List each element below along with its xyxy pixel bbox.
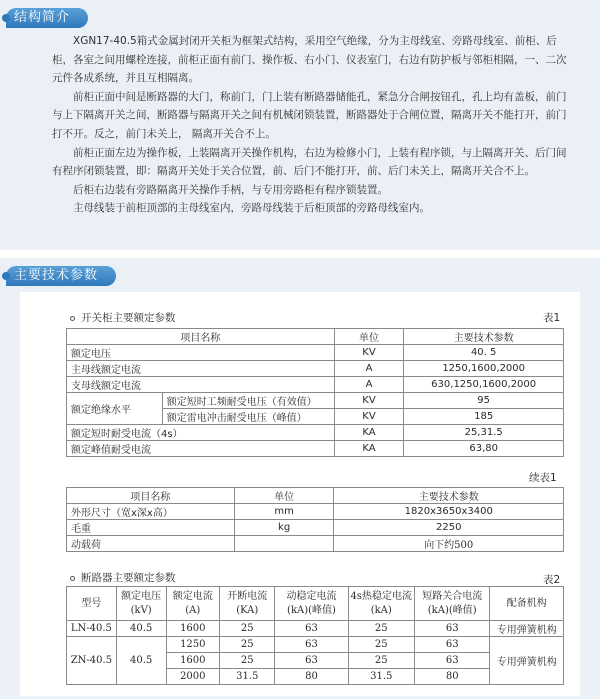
structure-section: [0, 0, 600, 250]
header-cell: 配备机构: [490, 587, 564, 621]
table-row: 额定电压 KV 40. 5: [67, 345, 564, 361]
tech-params-title: 主要技术参数: [6, 266, 116, 286]
intro-paragraph: 前柜正面中间是断路器的大门，称前门，门上装有断路器储能孔，紧急分合闸按钮孔，孔上均有盖板，前门与上下隔离开关之间，断路器与隔离开关之间有机械闭锁装置，断路器处于合闸位置，隔离开关不能打开，前门打不开。反之，前门未关上， 隔离开关合不上。: [52, 90, 567, 140]
intro-paragraph: 前柜正面左边为操作板，上装隔离开关操作机构，右边为检修小门，上装有程序锁，与上隔离开关、后门间有程序闭锁装置，即：隔离开关处于关合位置，前、后门不能打开，前、后门未关上，隔离开关合不上。: [52, 146, 567, 178]
header-cell: 开断电流 (KA): [220, 587, 275, 621]
table1b-label: 续表1: [529, 472, 557, 484]
table-row: ZN-40.5 40.5 1250 25 63 25 63 专用弹簧机构: [67, 637, 564, 653]
bullet-icon: [70, 316, 75, 321]
table-header-row: [67, 329, 564, 345]
table-row: 额定绝缘水平 额定短时工频耐受电压（有效值） KV 95: [67, 393, 564, 409]
table-row: 主母线额定电流 A 1250,1600,2000: [67, 361, 564, 377]
header-cell: 4s热稳定电流 (kA): [348, 587, 415, 621]
params-card: [20, 292, 580, 696]
header-cell: 额定电流 (A): [166, 587, 220, 621]
table2: [66, 586, 564, 685]
header-cell: 主要技术参数: [334, 488, 564, 504]
header-cell: 单位: [334, 329, 404, 345]
table1-label: 表1: [543, 312, 561, 324]
table-row: 额定雷电冲击耐受电压（峰值） KV 185: [67, 409, 564, 425]
table1: [66, 328, 564, 457]
table1-caption: 开关柜主要额定参数: [70, 310, 176, 325]
table-row: 2000 31.5 80 31.5 80: [67, 669, 564, 685]
header-cell: 额定电压 (kV): [116, 587, 166, 621]
header-cell: 短路关合电流 (kA)(峰值): [415, 587, 490, 621]
table-row: 额定短时耐受电流（4s） KA 25,31.5: [67, 425, 564, 441]
structure-title: 结构简介: [6, 8, 88, 28]
table-header-row: [67, 587, 564, 621]
table-row: 额定峰值耐受电流 KA 63,80: [67, 441, 564, 457]
table1b: [66, 487, 564, 552]
table-row: 毛重 kg 2250: [67, 520, 564, 536]
table2-caption: 断路器主要额定参数: [70, 570, 176, 585]
table-row: 动载荷 向下约500: [67, 536, 564, 552]
header-cell: 项目名称: [67, 488, 235, 504]
title-dot-icon: [2, 272, 10, 280]
table-row: 外形尺寸（宽x深x高） mm 1820x3650x3400: [67, 504, 564, 520]
structure-intro: [52, 32, 572, 218]
title-dot-icon: [2, 14, 10, 22]
intro-paragraph: 后柜右边装有旁路隔离开关操作手柄，与专用旁路柜有程序锁装置。: [73, 183, 388, 196]
bullet-icon: [70, 576, 75, 581]
table-header-row: [67, 488, 564, 504]
table2-label: 表2: [543, 574, 561, 586]
header-cell: 单位: [234, 488, 334, 504]
header-cell: 项目名称: [67, 329, 335, 345]
table-row: LN-40.5 40.5 1600 25 63 25 63 专用弹簧机构: [67, 621, 564, 637]
header-cell: 型号: [67, 587, 117, 621]
intro-paragraph: 主母线装于前柜顶部的主母线室内，旁路母线装于后柜顶部的旁路母线室内。: [73, 202, 430, 215]
table-row: 支母线额定电流 A 630,1250,1600,2000: [67, 377, 564, 393]
header-cell: 动稳定电流 (kA)(峰值): [275, 587, 348, 621]
table-row: 1600 25 63 25 63: [67, 653, 564, 669]
intro-paragraph: XGN17-40.5箱式金属封闭开关柜为框架式结构，采用空气绝缘，分为主母线室、旁路母线室、前柜、后柜，各室之间用螺栓连接，前柜正面有前门、操作板、右小门、仪表室门，右边有防护板与邻柜相隔，一、二次元件各成系统，并且互相隔离。: [52, 35, 567, 85]
header-cell: 主要技术参数: [404, 329, 564, 345]
